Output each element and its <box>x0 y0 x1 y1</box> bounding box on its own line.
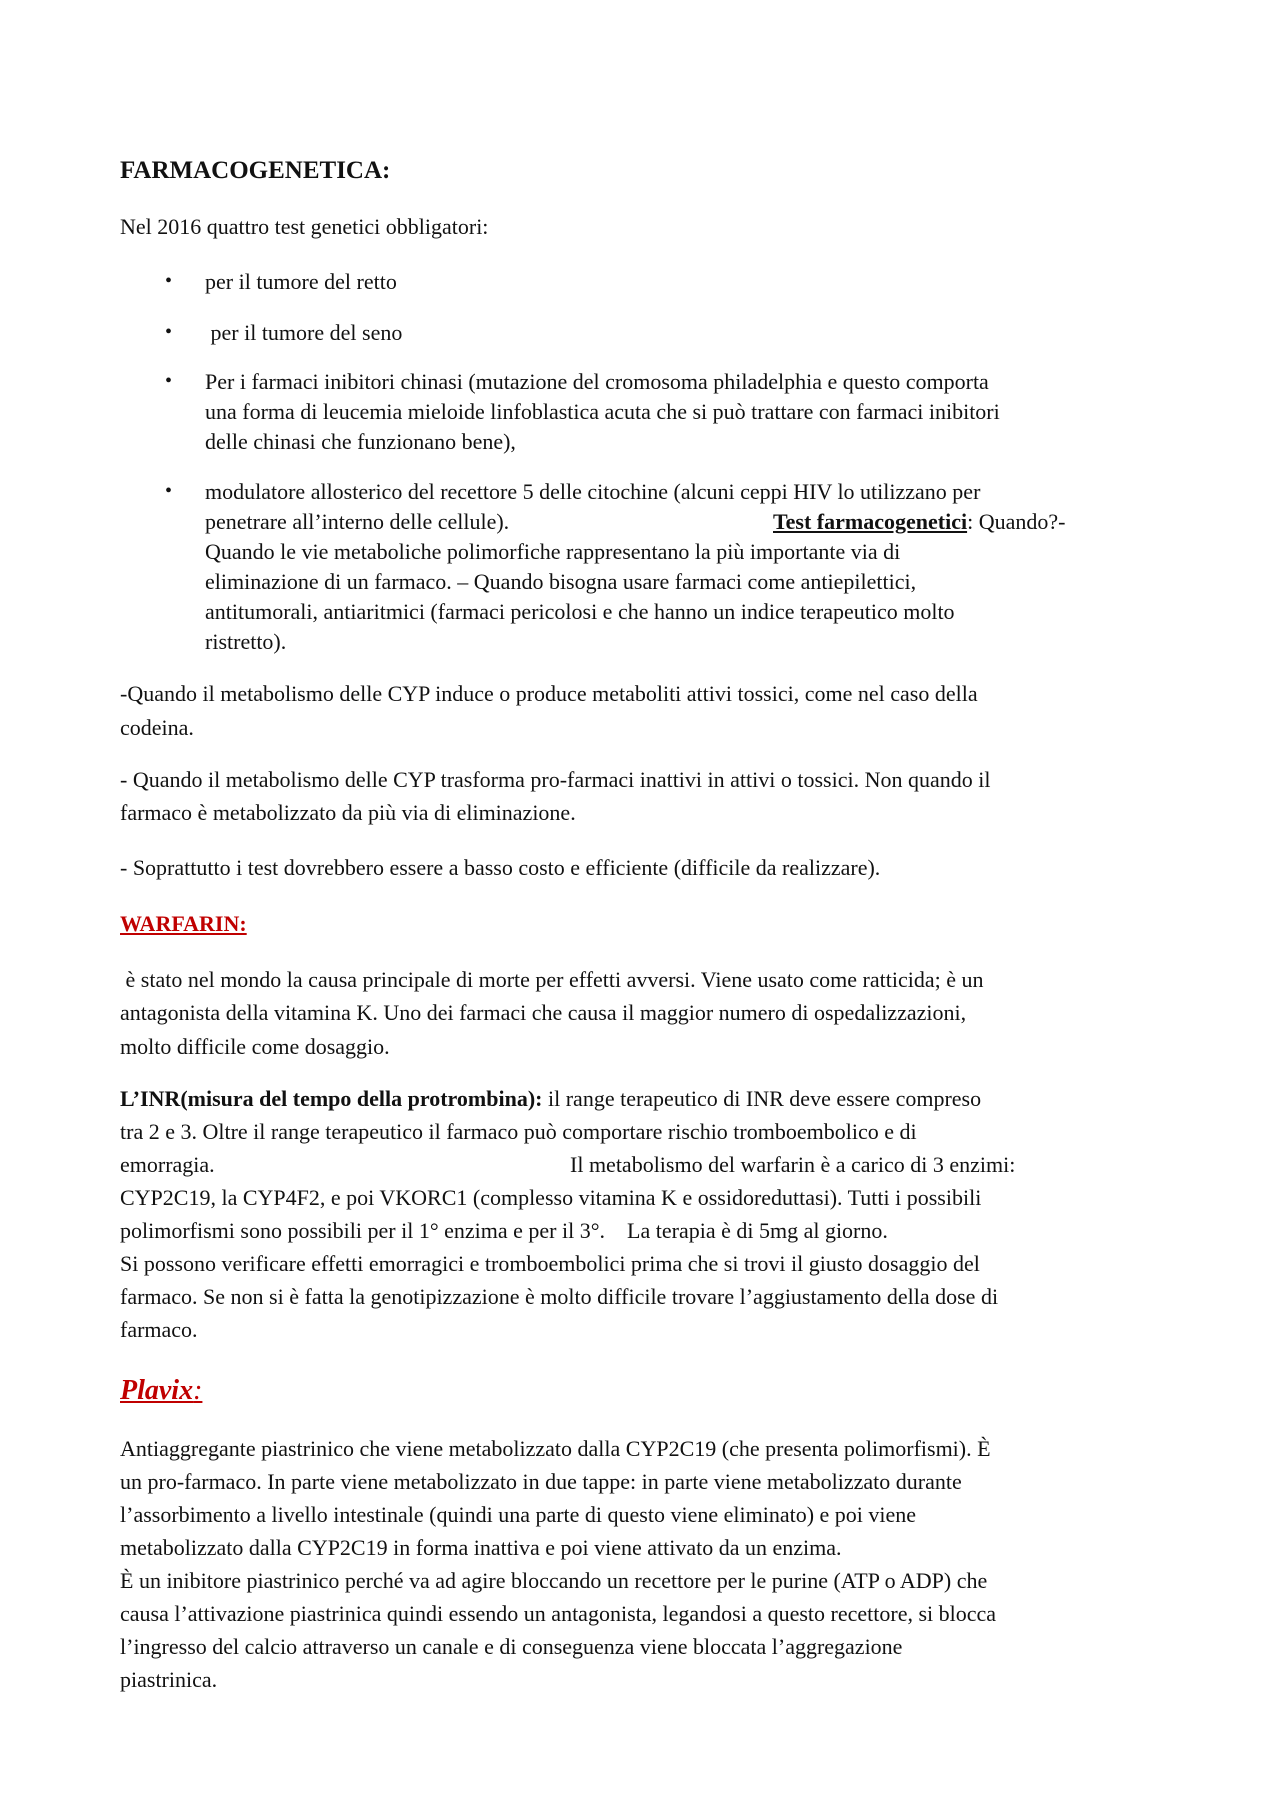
paragraph-line: molto difficile come dosaggio. <box>120 1034 390 1059</box>
intro-text: Nel 2016 quattro test genetici obbligatori: <box>120 214 489 239</box>
bullet-text-line: penetrare all’interno delle cellule). <box>205 509 510 534</box>
bullet-text-line: Per i farmaci inibitori chinasi (mutazione del cromosoma philadelphia e questo comporta <box>205 369 989 394</box>
bullet-text-line: delle chinasi che funzionano bene), <box>205 429 516 454</box>
paragraph-line: Il metabolismo del warfarin è a carico di 3 enzimi: <box>570 1152 1016 1177</box>
bullet-text-line: ristretto). <box>205 629 287 654</box>
bullet-text: per il tumore del seno <box>205 320 403 345</box>
paragraph-line: polimorfismi sono possibili per il 1° enzima e per il 3°. La terapia è di 5mg al giorno. <box>120 1218 888 1243</box>
paragraph-line: antagonista della vitamina K. Uno dei farmaci che causa il maggior numero di ospedalizzazioni, <box>120 1000 967 1025</box>
paragraph-line: - Quando il metabolismo delle CYP trasforma pro-farmaci inattivi in attivi o tossici. Non quando il <box>120 767 991 792</box>
warfarin-heading: WARFARIN: <box>120 911 247 936</box>
paragraph-line: metabolizzato dalla CYP2C19 in forma inattiva e poi viene attivato da un enzima. <box>120 1535 842 1560</box>
cyp-paragraph-3: - Soprattutto i test dovrebbero essere a basso costo e efficiente (difficile da realizzare). <box>120 855 881 880</box>
paragraph-line: codeina. <box>120 715 194 740</box>
plavix-heading-text: Plavix <box>120 1375 194 1406</box>
paragraph-line: un pro-farmaco. In parte viene metabolizzato in due tappe: in parte viene metabolizzato durante <box>120 1469 962 1494</box>
paragraph-line: Antiaggregante piastrinico che viene metabolizzato dalla CYP2C19 (che presenta polimorfismi). È <box>120 1436 991 1461</box>
paragraph-line: emorragia. <box>120 1152 215 1177</box>
paragraph-line <box>120 1088 981 1110</box>
page-title: FARMACOGENETICA: <box>120 157 391 184</box>
paragraph-line: È un inibitore piastrinico perché va ad agire bloccando un recettore per le purine (ATP o ADP) che <box>120 1568 988 1593</box>
bullet-dot: • <box>165 370 173 392</box>
bullet-text-line: eliminazione di un farmaco. – Quando bisogna usare farmaci come antiepilettici, <box>205 569 917 594</box>
inr-label: L’INR(misura del tempo della protrombina): <box>120 1086 543 1111</box>
bullet-text-line: una forma di leucemia mieloide linfoblastica acuta che si può trattare con farmaci inibitori <box>205 399 1000 424</box>
paragraph-line: l’ingresso del calcio attraverso un canale e di conseguenza viene bloccata l’aggregazione <box>120 1634 903 1659</box>
plavix-heading-colon: : <box>193 1375 203 1406</box>
bullet-text-line: antitumorali, antiaritmici (farmaci pericolosi e che hanno un indice terapeutico molto <box>205 599 955 624</box>
paragraph-line: causa l’attivazione piastrinica quindi essendo un antagonista, legandosi a questo recettore, si blocca <box>120 1601 997 1626</box>
test-farmacogenetici-heading: Test farmacogenetici <box>773 509 968 534</box>
inr-text: il range terapeutico di INR deve essere compreso <box>542 1086 982 1111</box>
paragraph-line: Si possono verificare effetti emorragici e tromboembolici prima che si trovi il giusto dosaggio del <box>120 1251 980 1276</box>
bullet-dot: • <box>165 480 173 502</box>
paragraph-line: piastrinica. <box>120 1667 218 1692</box>
plavix-heading <box>120 1377 202 1405</box>
bullet-dot: • <box>165 321 173 343</box>
bullet-text: per il tumore del retto <box>205 269 397 294</box>
paragraph-line: farmaco è metabolizzato da più via di eliminazione. <box>120 800 576 825</box>
bullet-text-line: modulatore allosterico del recettore 5 delle citochine (alcuni ceppi HIV lo utilizzano per <box>205 479 981 504</box>
paragraph-line: farmaco. <box>120 1317 198 1342</box>
paragraph-line: farmaco. Se non si è fatta la genotipizzazione è molto difficile trovare l’aggiustamento della dose di <box>120 1284 999 1309</box>
paragraph-line: -Quando il metabolismo delle CYP induce o produce metaboliti attivi tossici, come nel caso della <box>120 681 978 706</box>
paragraph-line: l’assorbimento a livello intestinale (quindi una parte di questo viene eliminato) e poi viene <box>120 1502 917 1527</box>
bullet-text-line: Quando le vie metaboliche polimorfiche rappresentano la più importante via di <box>205 539 901 564</box>
bullet-text-line <box>773 511 1065 533</box>
bullet-dot: • <box>165 270 173 292</box>
paragraph-line: è stato nel mondo la causa principale di morte per effetti avversi. Viene usato come ratticida; è un <box>120 967 984 992</box>
quando-label: : Quando?- <box>967 509 1066 534</box>
paragraph-line: CYP2C19, la CYP4F2, e poi VKORC1 (complesso vitamina K e ossidoreduttasi). Tutti i possibili <box>120 1185 982 1210</box>
paragraph-line: tra 2 e 3. Oltre il range terapeutico il farmaco può comportare rischio tromboembolico e di <box>120 1119 917 1144</box>
